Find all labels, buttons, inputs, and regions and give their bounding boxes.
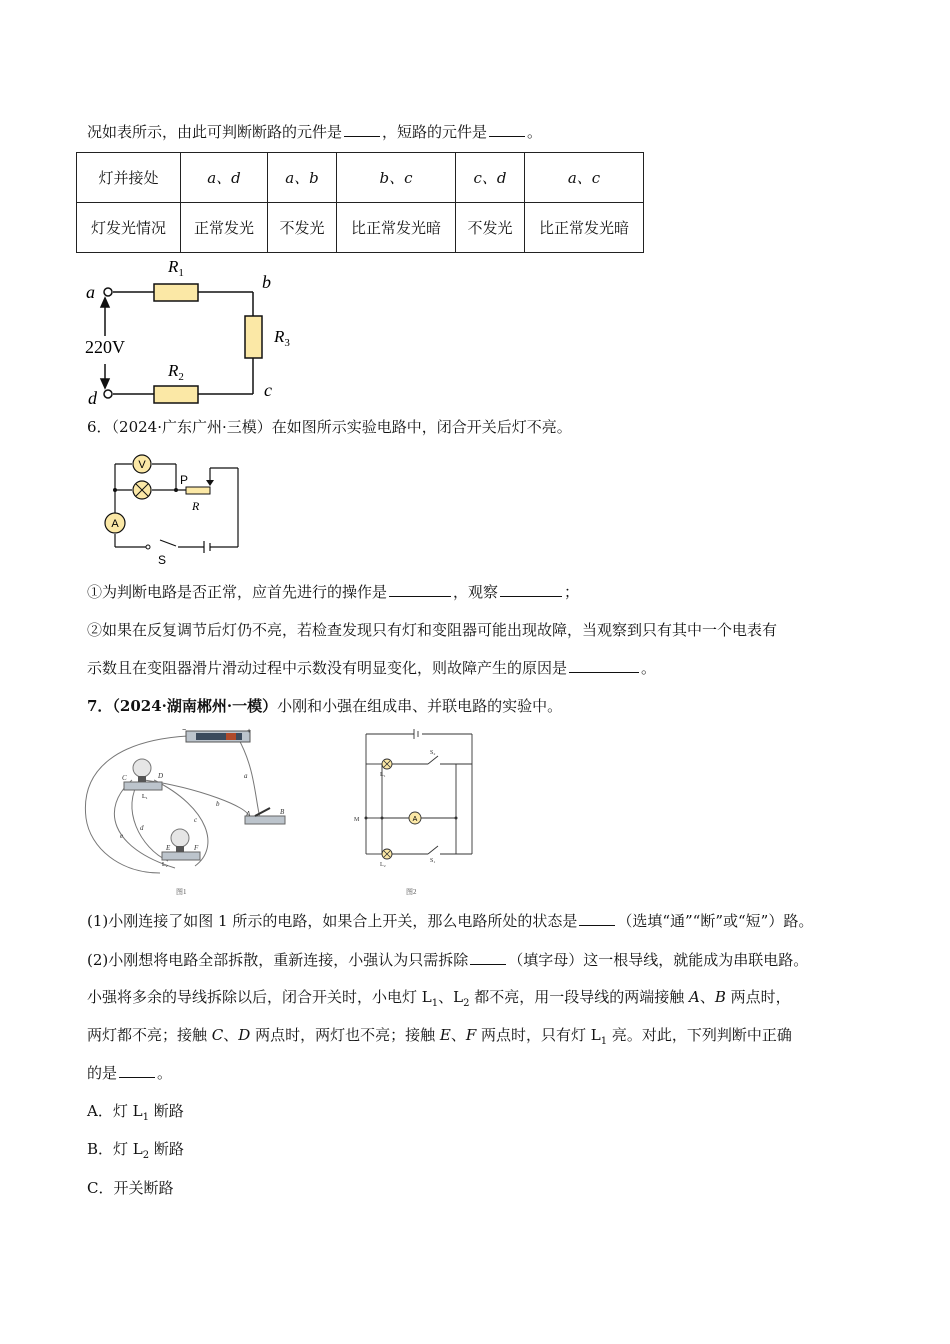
table-cell: c、d <box>456 153 525 203</box>
fig1-wire-c: c <box>194 816 198 824</box>
lamp-l1-base <box>124 782 162 790</box>
rheostat <box>186 487 210 494</box>
node-d-label: d <box>88 388 97 408</box>
resistor-r1 <box>154 284 198 301</box>
switch-lever-icon <box>255 808 270 816</box>
fig1-label-l2: L₂ <box>162 862 168 868</box>
table-cell: 不发光 <box>456 203 525 253</box>
fig2-label-l2: L₂ <box>380 862 386 868</box>
intro-text-c: 。 <box>527 123 543 141</box>
fig2-label-l1: L₁ <box>380 772 386 778</box>
q7-p5: 的是 。 <box>87 1064 173 1082</box>
blank-short-element[interactable] <box>489 122 525 137</box>
fig2-label-s1: S₁ <box>430 858 436 864</box>
q7-p2-text-a: (2)小刚想将电路全部拆散，重新连接，小强认为只需拆除 <box>87 951 469 969</box>
blank-wire-letter[interactable] <box>470 950 506 965</box>
fig1-label-a: A <box>246 810 251 818</box>
fig2-label-m: M <box>354 817 360 823</box>
lamp-l2-base <box>162 852 200 860</box>
q6-line3 <box>87 657 656 679</box>
svg-text:+: + <box>247 728 252 735</box>
q7-p3: 小强将多余的导线拆除以后，闭合开关时，小电灯 $L_1$、$L_2$ 都不亮，用一段导线的两端接触 A、B 两点时， <box>87 988 791 1009</box>
table-cell: b、c <box>337 153 456 203</box>
table-cell: 正常发光 <box>181 203 268 253</box>
switch-base <box>245 816 285 824</box>
q7-p4: 两灯都不亮；接触 C、D 两点时，两灯也不亮；接触 E、F 两点时，只有灯 $L_1$ 亮。对此，下列判断中正确 <box>87 1026 792 1047</box>
option-c[interactable]: C．开关断路 <box>87 1179 174 1197</box>
r3-label: $R_3$ <box>274 327 290 349</box>
q6-line1-text-b: ，观察 <box>453 583 499 601</box>
fig1-label-f: F <box>194 844 199 852</box>
q7-header <box>87 695 562 717</box>
blank-open-element[interactable] <box>344 122 380 137</box>
svg-text:−: − <box>182 728 187 734</box>
circuit-diagram-2 <box>100 452 250 570</box>
figure-1 <box>80 728 320 900</box>
fig1-label-c: C <box>122 774 127 782</box>
blank-observe[interactable] <box>500 582 562 597</box>
q6-line1-text-c: ； <box>564 583 580 601</box>
q6-line1 <box>87 581 579 603</box>
q6-line1-text-a: ①为判断电路是否正常，应首先进行的操作是 <box>87 583 388 601</box>
q6-line2: ②如果在反复调节后灯仍不亮，若检查发现只有灯和变阻器可能出现故障，当观察到只有其中一个电表有 <box>87 621 778 639</box>
table-row <box>77 203 644 253</box>
q6-line3-text-a: 示数且在变阻器滑片滑动过程中示数没有明显变化，则故障产生的原因是 <box>87 659 568 677</box>
option-a[interactable]: A．灯 $L_1$ 断路 <box>87 1102 184 1123</box>
voltage-label: 220V <box>85 337 125 357</box>
bulb-l1-icon <box>133 759 151 777</box>
bulb-l2-icon <box>171 829 189 847</box>
fig2-label-s2: S₂ <box>430 750 436 756</box>
table-cell: 比正常发光暗 <box>525 203 644 253</box>
fault-table <box>76 152 644 253</box>
fig1-wire-a: a <box>244 772 248 780</box>
r2-label: $R_2$ <box>168 361 184 383</box>
intro-line <box>87 121 542 143</box>
fig1-label-b: B <box>280 808 285 816</box>
slider-label: P <box>180 473 189 487</box>
table-cell: a、b <box>268 153 337 203</box>
q7-header-text: 小刚和小强在组成串、并联电路的实验中。 <box>277 697 563 715</box>
q7-p2-text-b: （填字母）这一根导线，就能成为串联电路。 <box>508 951 809 969</box>
option-b[interactable]: B．灯 $L_2$ 断路 <box>87 1140 184 1161</box>
blank-correct-judgement[interactable] <box>119 1063 155 1078</box>
fig2-caption: 图2 <box>406 888 417 896</box>
intro-text-a: 况如表所示，由此可判断断路的元件是 <box>87 123 343 141</box>
resistor-r2 <box>154 386 198 403</box>
q7-p1-text-a: (1)小刚连接了如图 1 所示的电路，如果合上开关，那么电路所处的状态是 <box>87 912 578 930</box>
node-a-label: a <box>86 282 95 302</box>
table-cell: a、d <box>181 153 268 203</box>
table-cell: 不发光 <box>268 203 337 253</box>
r1-label: $R_1$ <box>168 257 184 279</box>
fig1-wire-d: d <box>140 824 144 832</box>
blank-fault-cause[interactable] <box>569 658 639 673</box>
q7-p1 <box>87 910 813 932</box>
table-row <box>77 153 644 203</box>
figure-2 <box>350 728 490 900</box>
table-cell: 灯并接处 <box>77 153 181 203</box>
table-cell: 比正常发光暗 <box>337 203 456 253</box>
fig1-wire-b: b <box>216 800 220 808</box>
voltmeter-label: V <box>138 459 146 471</box>
node-c-label: c <box>264 380 272 400</box>
q7-source: 7．（2024·湖南郴州·一模） <box>87 697 278 715</box>
resistor-r3 <box>245 316 262 358</box>
table-cell: 灯发光情况 <box>77 203 181 253</box>
fig1-label-e: E <box>166 844 171 852</box>
blank-operation[interactable] <box>389 582 451 597</box>
circuit-diagram-1 <box>80 252 310 412</box>
ammeter-label: A <box>111 518 119 530</box>
node-b-label: b <box>262 272 271 292</box>
table-cell: a、c <box>525 153 644 203</box>
switch-label: S <box>158 553 167 567</box>
fig1-wire-e: e <box>120 832 124 840</box>
fig2-ammeter-label: A <box>412 816 418 823</box>
q7-p1-text-b: （选填“通”“断”或“短”）路。 <box>617 912 814 930</box>
rheostat-label: R <box>192 499 200 513</box>
fig1-label-d: D <box>158 772 164 780</box>
blank-circuit-state[interactable] <box>579 911 615 926</box>
q7-p2 <box>87 949 808 971</box>
fig1-caption: 图1 <box>176 888 187 896</box>
fig1-label-l1: L₁ <box>142 794 148 800</box>
q6-header: 6．（2024·广东广州·三模）在如图所示实验电路中，闭合开关后灯不亮。 <box>87 418 572 436</box>
q6-line3-text-b: 。 <box>641 659 657 677</box>
intro-text-b: ，短路的元件是 <box>382 123 488 141</box>
